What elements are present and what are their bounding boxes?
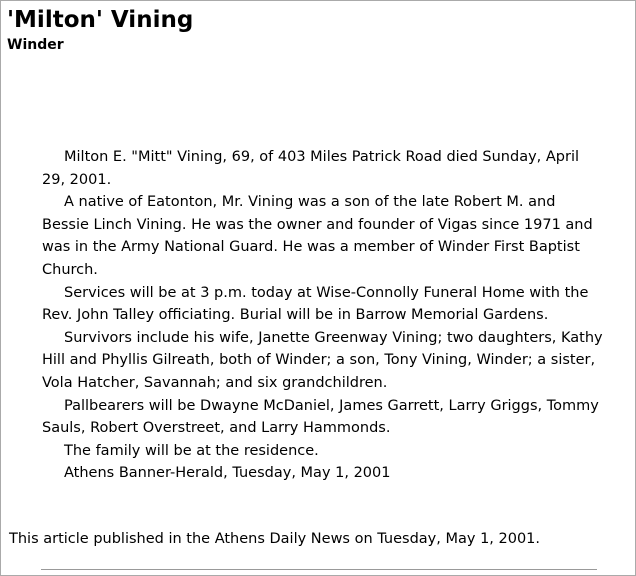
obituary-body — [42, 146, 603, 485]
obituary-paragraph: A native of Eatonton, Mr. Vining was a son of the late Robert M. and Bessie Linch Vining. He was the owner and founder of Vigas since 1971 and was in the Army National Guard. He was a member of Winder First Baptist Church. — [42, 194, 593, 278]
obituary-paragraph: Services will be at 3 p.m. today at Wise-Connolly Funeral Home with the Rev. John Talley officiating. Burial will be in Barrow Memorial Gardens. — [42, 284, 589, 324]
obituary-paragraph: Survivors include his wife, Janette Greenway Vining; two daughters, Kathy Hill and Phyllis Gilreath, both of Winder; a son, Tony Vining, Winder; a sister, Vola Hatcher, Savannah; and six grandchildren. — [42, 329, 603, 391]
obituary-paragraph: Athens Banner-Herald, Tuesday, May 1, 2001 — [64, 465, 391, 482]
obituary-header — [1, 1, 635, 54]
page-subtitle: Winder — [7, 37, 64, 53]
obituary-paragraph: The family will be at the residence. — [64, 442, 319, 459]
divider — [41, 569, 597, 570]
obituary-paragraph: Milton E. "Mitt" Vining, 69, of 403 Miles Patrick Road died Sunday, April 29, 2001. — [42, 149, 580, 188]
obituary-paragraph: Pallbearers will be Dwayne McDaniel, James Garrett, Larry Griggs, Tommy Sauls, Robert Overstreet, and Larry Hammonds. — [42, 397, 599, 437]
publication-note: This article published in the Athens Daily News on Tuesday, May 1, 2001. — [9, 531, 541, 547]
page-title: 'Milton' Vining — [7, 7, 194, 33]
